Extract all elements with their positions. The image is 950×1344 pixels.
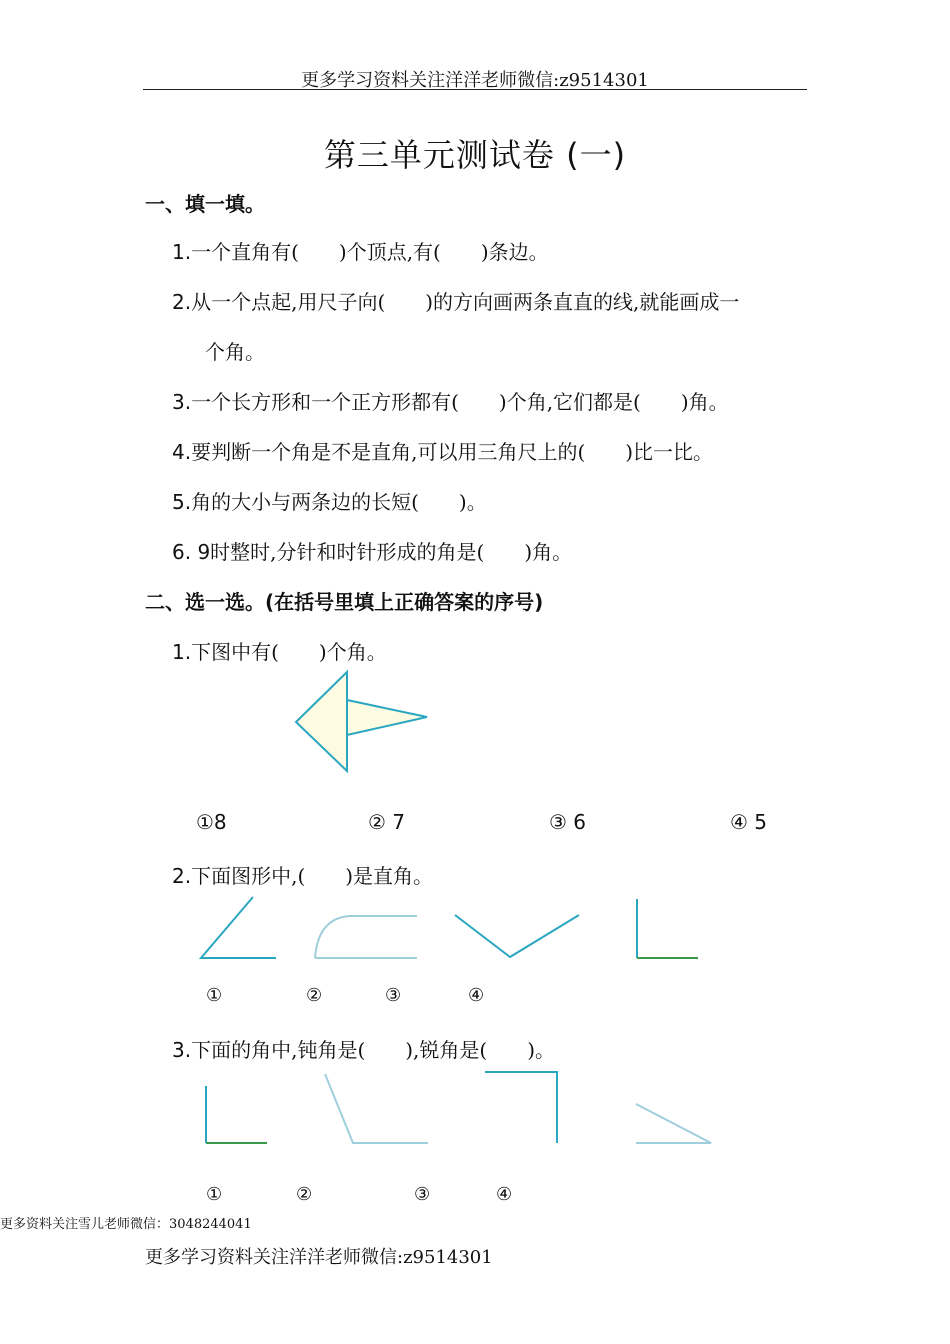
- question-number: 2.: [172, 864, 192, 888]
- option-2: ② 7: [368, 810, 406, 834]
- q2-label-2: ②: [306, 985, 323, 1006]
- q2-label-3: ③: [385, 985, 402, 1006]
- q3-label-2: ②: [296, 1184, 313, 1205]
- page-footer: 更多学习资料关注洋洋老师微信:z9514301: [145, 1247, 493, 1268]
- question-number: 4.: [172, 440, 192, 464]
- section-2-heading: 二、选一选。(在括号里填上正确答案的序号): [145, 590, 544, 614]
- question-text: 要判断一个角是不是直角,可以用三角尺上的( )比一比。: [191, 440, 714, 464]
- question-number: 2.: [172, 290, 192, 314]
- question-text: 下面的角中,钝角是( ),锐角是( )。: [191, 1038, 556, 1062]
- q3-label-1: ①: [206, 1184, 223, 1205]
- q3-label-4: ④: [496, 1184, 513, 1205]
- question-number: 5.: [172, 490, 192, 514]
- question-number: 3.: [172, 1038, 192, 1062]
- question-number: 6. 9: [172, 540, 211, 564]
- page-title: 第三单元测试卷 (一): [323, 136, 627, 174]
- fill-question-2-continued: 个角。: [205, 340, 265, 364]
- question-number: 1.: [172, 640, 192, 664]
- question-number: 3.: [172, 390, 192, 414]
- q3-angle-3: [485, 1072, 557, 1143]
- question-text: 角的大小与两条边的长短( )。: [191, 490, 487, 514]
- option-1: ①8: [196, 810, 227, 834]
- question-text: 时整时,分针和时针形成的角是( )角。: [210, 540, 573, 564]
- footer-watermark: 更多资料关注雪儿老师微信：3048244041: [0, 1217, 252, 1232]
- question-text: 从一个点起,用尺子向( )的方向画两条直直的线,就能画成一: [191, 290, 740, 314]
- section-1-heading: 一、填一填。: [145, 192, 265, 216]
- question-number: 1.: [172, 240, 192, 264]
- q3-angle-4: [636, 1104, 711, 1143]
- question-text: 下面图形中,( )是直角。: [191, 864, 434, 888]
- question-text: 一个直角有( )个顶点,有( )条边。: [191, 240, 549, 264]
- question-text: 一个长方形和一个正方形都有( )个角,它们都是( )角。: [191, 390, 729, 414]
- q3-label-3: ③: [414, 1184, 431, 1205]
- option-3: ③ 6: [549, 810, 587, 834]
- q3-angle-2: [325, 1074, 428, 1143]
- question-text: 下图中有( )个角。: [191, 640, 387, 664]
- q2-label-1: ①: [206, 985, 223, 1006]
- q2-label-4: ④: [468, 985, 485, 1006]
- option-4: ④ 5: [730, 810, 768, 834]
- page-header: 更多学习资料关注洋洋老师微信:z9514301: [301, 70, 649, 91]
